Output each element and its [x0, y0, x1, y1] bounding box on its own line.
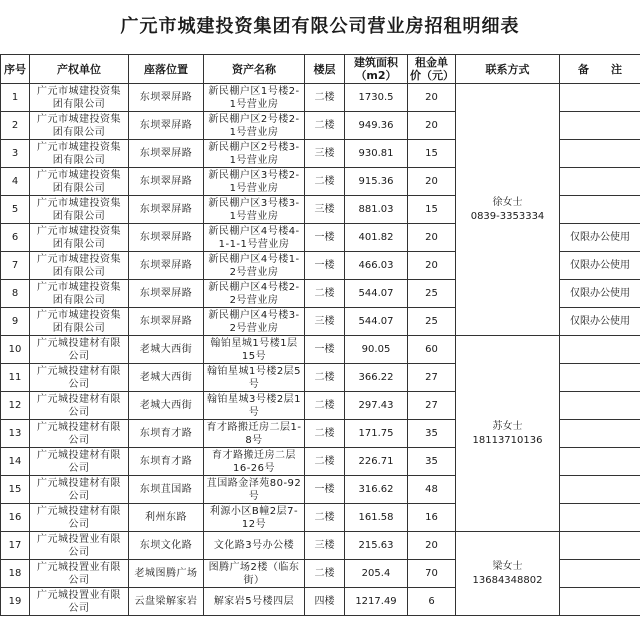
cell-location: 东坝翠屏路 — [129, 224, 204, 252]
cell-owner: 广元市城建投资集团有限公司 — [30, 252, 129, 280]
cell-owner: 广元城投建材有限公司 — [30, 504, 129, 532]
cell-owner: 广元城投建材有限公司 — [30, 336, 129, 364]
cell-location: 东坝翠屏路 — [129, 252, 204, 280]
cell-location: 东坝翠屏路 — [129, 196, 204, 224]
cell-no: 16 — [1, 504, 30, 532]
cell-area: 161.58 — [345, 504, 408, 532]
cell-location: 东坝翠屏路 — [129, 168, 204, 196]
header-contact: 联系方式 — [456, 55, 560, 84]
cell-floor: 二楼 — [305, 168, 345, 196]
cell-note — [560, 140, 640, 168]
cell-floor: 二楼 — [305, 392, 345, 420]
cell-no: 5 — [1, 196, 30, 224]
cell-location: 老城图腾广场 — [129, 560, 204, 588]
cell-area: 226.71 — [345, 448, 408, 476]
cell-area: 949.36 — [345, 112, 408, 140]
cell-owner: 广元市城建投资集团有限公司 — [30, 280, 129, 308]
cell-asset: 解家岩5号楼四层 — [204, 588, 305, 616]
cell-rent: 25 — [408, 308, 456, 336]
cell-location: 云盘梁解家岩 — [129, 588, 204, 616]
cell-floor: 二楼 — [305, 364, 345, 392]
cell-floor: 三楼 — [305, 196, 345, 224]
cell-asset: 翰铂星城1号楼2层5号 — [204, 364, 305, 392]
cell-area: 1217.49 — [345, 588, 408, 616]
cell-floor: 二楼 — [305, 560, 345, 588]
cell-asset: 新民棚户区2号楼2-1号营业房 — [204, 112, 305, 140]
cell-no: 13 — [1, 420, 30, 448]
cell-note — [560, 168, 640, 196]
cell-area: 544.07 — [345, 308, 408, 336]
cell-note — [560, 112, 640, 140]
cell-location: 老城大西街 — [129, 336, 204, 364]
cell-floor: 一楼 — [305, 476, 345, 504]
cell-no: 10 — [1, 336, 30, 364]
table-row — [1, 532, 640, 560]
cell-note — [560, 420, 640, 448]
cell-area: 915.36 — [345, 168, 408, 196]
cell-area: 366.22 — [345, 364, 408, 392]
cell-rent: 20 — [408, 112, 456, 140]
cell-asset: 文化路3号办公楼 — [204, 532, 305, 560]
cell-rent: 16 — [408, 504, 456, 532]
cell-no: 7 — [1, 252, 30, 280]
cell-location: 东坝苴国路 — [129, 476, 204, 504]
cell-area: 297.43 — [345, 392, 408, 420]
cell-rent: 70 — [408, 560, 456, 588]
cell-area: 544.07 — [345, 280, 408, 308]
cell-rent: 48 — [408, 476, 456, 504]
cell-area: 930.81 — [345, 140, 408, 168]
cell-asset: 新民棚户区3号楼2-1号营业房 — [204, 168, 305, 196]
cell-rent: 15 — [408, 140, 456, 168]
cell-location: 老城大西街 — [129, 392, 204, 420]
header-no: 序号 — [1, 55, 30, 84]
contact-name: 徐女士 — [492, 196, 523, 208]
cell-note — [560, 532, 640, 560]
page-title: 广元市城建投资集团有限公司营业房招租明细表 — [120, 16, 520, 37]
cell-area: 881.03 — [345, 196, 408, 224]
cell-area: 205.4 — [345, 560, 408, 588]
cell-owner: 广元市城建投资集团有限公司 — [30, 308, 129, 336]
cell-rent: 6 — [408, 588, 456, 616]
cell-no: 1 — [1, 84, 30, 112]
cell-note — [560, 560, 640, 588]
cell-location: 东坝文化路 — [129, 532, 204, 560]
cell-asset: 新民棚户区4号楼3-2号营业房 — [204, 308, 305, 336]
cell-note — [560, 448, 640, 476]
cell-asset: 新民棚户区1号楼2-1号营业房 — [204, 84, 305, 112]
cell-asset: 育才路搬迁房二层1-8号 — [204, 420, 305, 448]
cell-owner: 广元市城建投资集团有限公司 — [30, 112, 129, 140]
cell-asset: 苴国路金泽苑80-92号 — [204, 476, 305, 504]
cell-owner: 广元市城建投资集团有限公司 — [30, 224, 129, 252]
cell-no: 18 — [1, 560, 30, 588]
header-owner: 产权单位 — [30, 55, 129, 84]
cell-note: 仅限办公使用 — [560, 252, 640, 280]
cell-location: 东坝育才路 — [129, 448, 204, 476]
cell-note — [560, 588, 640, 616]
cell-floor: 一楼 — [305, 224, 345, 252]
header-row — [1, 55, 640, 84]
cell-note — [560, 476, 640, 504]
cell-rent: 15 — [408, 196, 456, 224]
cell-owner: 广元城投建材有限公司 — [30, 420, 129, 448]
cell-location: 利州东路 — [129, 504, 204, 532]
cell-asset: 新民棚户区4号楼1-2号营业房 — [204, 252, 305, 280]
header-note: 备 注 — [560, 55, 640, 84]
cell-owner: 广元城投建材有限公司 — [30, 448, 129, 476]
cell-floor: 三楼 — [305, 532, 345, 560]
cell-note — [560, 336, 640, 364]
contact-phone: 18113710136 — [472, 434, 543, 446]
cell-asset: 新民棚户区3号楼3-1号营业房 — [204, 196, 305, 224]
cell-area: 171.75 — [345, 420, 408, 448]
cell-floor: 二楼 — [305, 112, 345, 140]
cell-floor: 一楼 — [305, 336, 345, 364]
cell-note — [560, 196, 640, 224]
cell-floor: 二楼 — [305, 280, 345, 308]
cell-no: 11 — [1, 364, 30, 392]
cell-no: 3 — [1, 140, 30, 168]
cell-asset: 翰铂星城1号楼1层15号 — [204, 336, 305, 364]
header-rent: 租金单价（元） — [408, 55, 456, 84]
cell-owner: 广元城投建材有限公司 — [30, 364, 129, 392]
cell-location: 东坝翠屏路 — [129, 140, 204, 168]
cell-rent: 20 — [408, 252, 456, 280]
header-location: 座落位置 — [129, 55, 204, 84]
table-row — [1, 336, 640, 364]
cell-area: 466.03 — [345, 252, 408, 280]
cell-no: 9 — [1, 308, 30, 336]
header-floor: 楼层 — [305, 55, 345, 84]
cell-note — [560, 392, 640, 420]
cell-asset: 图腾广场2楼（临东街） — [204, 560, 305, 588]
cell-area: 401.82 — [345, 224, 408, 252]
cell-asset: 翰铂星城3号楼2层1号 — [204, 392, 305, 420]
cell-rent: 60 — [408, 336, 456, 364]
cell-no: 12 — [1, 392, 30, 420]
cell-rent: 20 — [408, 224, 456, 252]
cell-rent: 35 — [408, 448, 456, 476]
cell-rent: 20 — [408, 84, 456, 112]
cell-no: 2 — [1, 112, 30, 140]
cell-owner: 广元城投置业有限公司 — [30, 532, 129, 560]
cell-note — [560, 504, 640, 532]
cell-rent: 35 — [408, 420, 456, 448]
cell-no: 17 — [1, 532, 30, 560]
cell-location: 东坝翠屏路 — [129, 84, 204, 112]
cell-owner: 广元市城建投资集团有限公司 — [30, 140, 129, 168]
cell-area: 316.62 — [345, 476, 408, 504]
cell-no: 14 — [1, 448, 30, 476]
header-asset: 资产名称 — [204, 55, 305, 84]
cell-area: 1730.5 — [345, 84, 408, 112]
cell-no: 6 — [1, 224, 30, 252]
cell-floor: 四楼 — [305, 588, 345, 616]
cell-no: 4 — [1, 168, 30, 196]
cell-owner: 广元城投置业有限公司 — [30, 560, 129, 588]
cell-location: 老城大西街 — [129, 364, 204, 392]
cell-rent: 27 — [408, 364, 456, 392]
cell-asset: 育才路搬迁房二层16-26号 — [204, 448, 305, 476]
cell-floor: 二楼 — [305, 448, 345, 476]
cell-note: 仅限办公使用 — [560, 308, 640, 336]
cell-owner: 广元城投建材有限公司 — [30, 476, 129, 504]
cell-note: 仅限办公使用 — [560, 224, 640, 252]
cell-floor: 二楼 — [305, 420, 345, 448]
cell-floor: 三楼 — [305, 308, 345, 336]
cell-asset: 新民棚户区4号楼4-1-1-1号营业房 — [204, 224, 305, 252]
cell-owner: 广元市城建投资集团有限公司 — [30, 84, 129, 112]
cell-owner: 广元市城建投资集团有限公司 — [30, 168, 129, 196]
cell-floor: 二楼 — [305, 504, 345, 532]
header-area: 建筑面积（m2） — [345, 55, 408, 84]
cell-location: 东坝翠屏路 — [129, 112, 204, 140]
cell-rent: 20 — [408, 532, 456, 560]
cell-no: 15 — [1, 476, 30, 504]
cell-owner: 广元城投置业有限公司 — [30, 588, 129, 616]
contact-name: 苏女士 — [492, 420, 523, 432]
cell-floor: 一楼 — [305, 252, 345, 280]
cell-asset: 新民棚户区4号楼2-2号营业房 — [204, 280, 305, 308]
contact-phone: 0839-3353334 — [470, 210, 545, 222]
table-row — [1, 84, 640, 112]
cell-note — [560, 84, 640, 112]
cell-asset: 利源小区B幢2层7-12号 — [204, 504, 305, 532]
cell-no: 8 — [1, 280, 30, 308]
cell-floor: 二楼 — [305, 84, 345, 112]
rental-table — [0, 54, 640, 616]
cell-note — [560, 364, 640, 392]
cell-no: 19 — [1, 588, 30, 616]
cell-contact — [456, 336, 560, 532]
cell-rent: 20 — [408, 168, 456, 196]
cell-rent: 27 — [408, 392, 456, 420]
contact-phone: 13684348802 — [472, 574, 543, 586]
cell-area: 215.63 — [345, 532, 408, 560]
cell-owner: 广元城投建材有限公司 — [30, 392, 129, 420]
contact-name: 梁女士 — [492, 560, 523, 572]
cell-area: 90.05 — [345, 336, 408, 364]
cell-floor: 三楼 — [305, 140, 345, 168]
cell-rent: 25 — [408, 280, 456, 308]
cell-contact — [456, 532, 560, 616]
cell-location: 东坝翠屏路 — [129, 308, 204, 336]
cell-note: 仅限办公使用 — [560, 280, 640, 308]
cell-contact — [456, 84, 560, 336]
cell-asset: 新民棚户区2号楼3-1号营业房 — [204, 140, 305, 168]
cell-location: 东坝翠屏路 — [129, 280, 204, 308]
cell-owner: 广元市城建投资集团有限公司 — [30, 196, 129, 224]
cell-location: 东坝育才路 — [129, 420, 204, 448]
